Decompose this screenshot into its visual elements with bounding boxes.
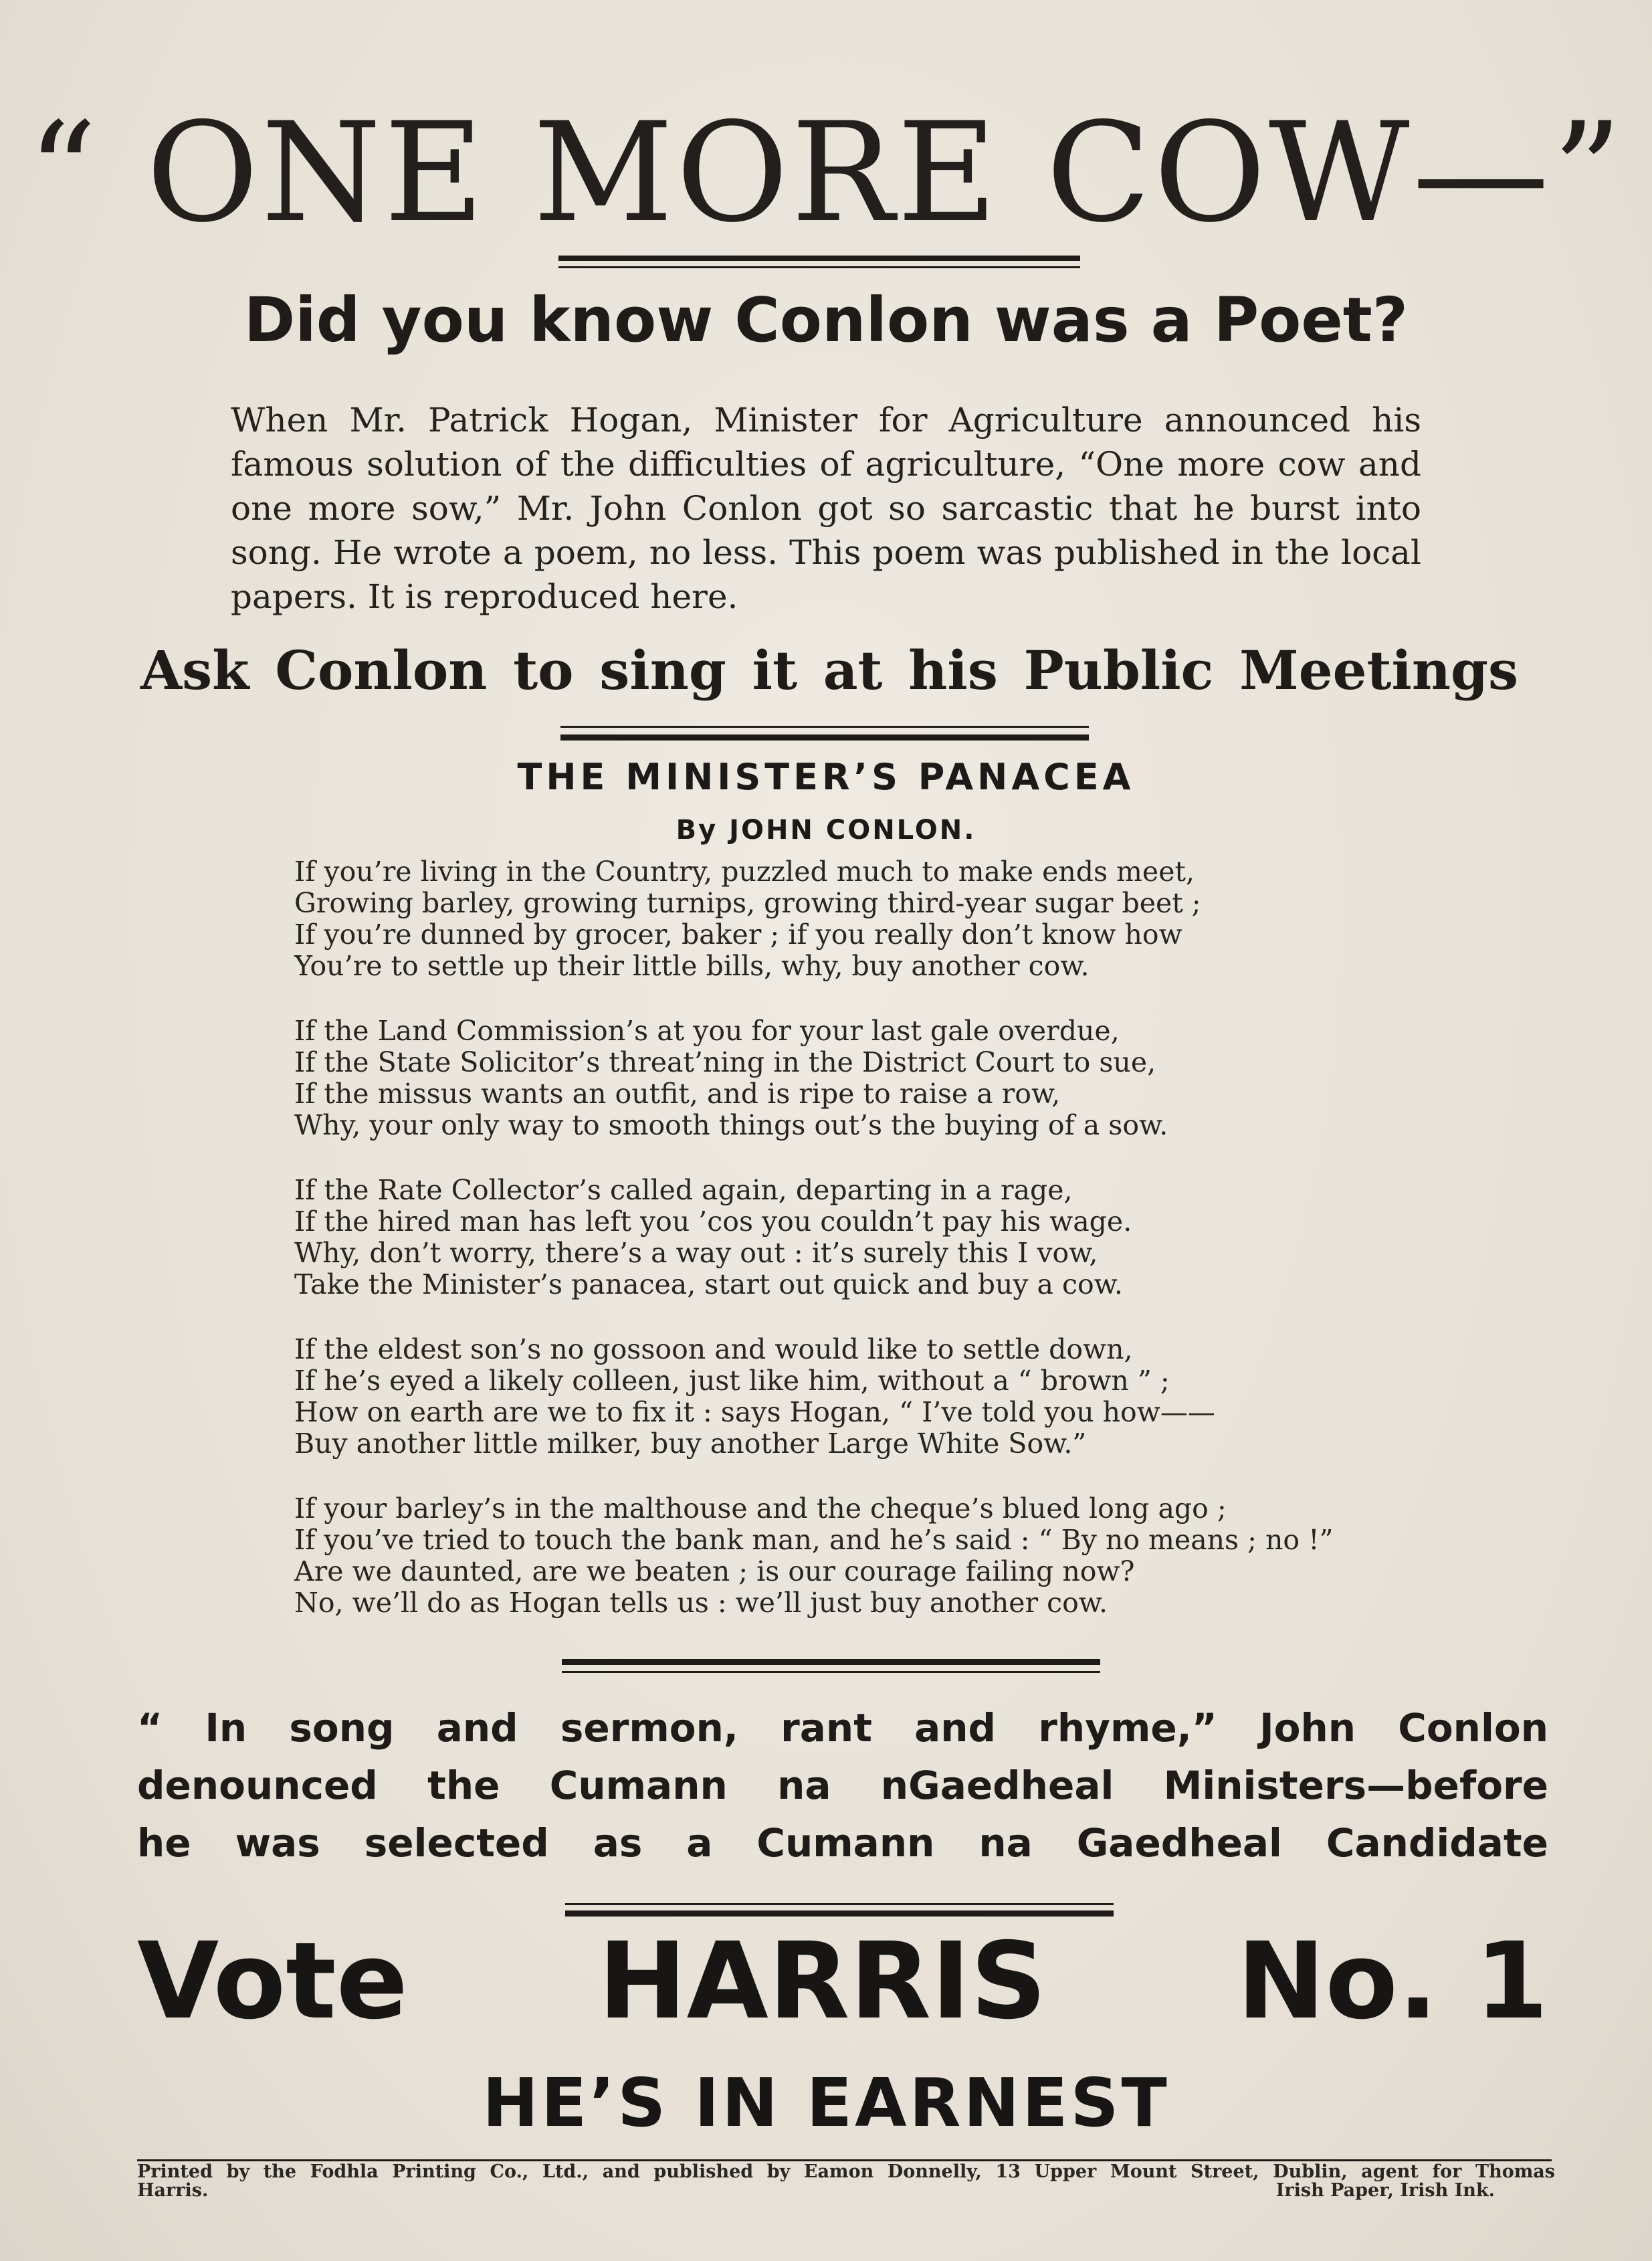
vote-rule-thick: [565, 1910, 1114, 1916]
poem-stanza: [294, 1015, 1364, 1141]
poem-line: Why, your only way to smooth things out’s the buying of a sow.: [294, 1109, 1168, 1141]
poem-line: If you’ve tried to touch the bank man, and he’s said : “ By no means ; no !”: [294, 1524, 1334, 1556]
preference-number: No. 1: [1237, 1920, 1548, 2043]
poem-stanza: [294, 1493, 1364, 1619]
vote-rule-thin: [565, 1903, 1114, 1905]
poem-line: If your barley’s in the malthouse and the cheque’s blued long ago ;: [294, 1492, 1227, 1525]
poem-line: If the State Solicitor’s threat’ning in the District Court to sue,: [294, 1046, 1156, 1078]
statement-line: “ In song and sermon, rant and rhyme,” John Conlon: [137, 1705, 1548, 1751]
poem-line: If the Land Commission’s at you for your last gale overdue,: [294, 1015, 1120, 1047]
poster-title: “ ONE MORE COW—”: [27, 94, 1625, 253]
poem-stanza: [294, 1175, 1364, 1300]
poem-line: How on earth are we to fix it : says Hogan, “ I’ve told you how——: [294, 1396, 1215, 1428]
subheading: Did you know Conlon was a Poet?: [243, 284, 1409, 356]
poem: [294, 856, 1364, 1652]
poem-line: Take the Minister’s panacea, start out quick and buy a cow.: [294, 1268, 1123, 1300]
poem-line: You’re to settle up their little bills, why, buy another cow.: [294, 950, 1090, 982]
section-rule-thin: [560, 726, 1089, 728]
poem-line: If the Rate Collector’s called again, departing in a rage,: [294, 1174, 1073, 1206]
poem-line: Are we daunted, are we beaten ; is our courage failing now?: [294, 1555, 1135, 1587]
candidate-name: HARRIS: [598, 1920, 1047, 2043]
poem-title: THE MINISTER’S PANACEA: [517, 756, 1135, 798]
poem-line: Growing barley, growing turnips, growing third-year sugar beet ;: [294, 887, 1201, 919]
poem-line: If the eldest son’s no gossoon and would like to settle down,: [294, 1333, 1133, 1365]
intro-paragraph: When Mr. Patrick Hogan, Minister for Agriculture announced his famous solution of the difficulties of agriculture, “One more cow and one more sow,” Mr. John Conlon got so sarcastic that he burst into song. He wrote a poem, no less. This poem was published in the local papers. It is reproduced here.: [231, 401, 1421, 616]
ask-line: Ask Conlon to sing it at his Public Meetings: [140, 639, 1518, 702]
vote-word: Vote: [137, 1920, 408, 2043]
poem-line: Buy another little milker, buy another Large White Sow.”: [294, 1428, 1087, 1460]
vote-harris-line: [137, 1920, 1548, 2043]
section-rule-thick: [560, 734, 1089, 741]
song-and-sermon-statement: [137, 1699, 1548, 1872]
poem-line: Why, don’t worry, there’s a way out : it’s surely this I vow,: [294, 1237, 1098, 1269]
statement-line: denounced the Cumann na nGaedheal Ministers—before: [137, 1763, 1548, 1808]
title-rule-thin: [558, 266, 1080, 268]
poem-end-rule-thick: [562, 1659, 1100, 1665]
imprint-left: Harris.: [137, 2180, 209, 2201]
statement-line: he was selected as a Cumann na Gaedheal Candidate: [137, 1820, 1548, 1866]
poem-author: By JOHN CONLON.: [676, 815, 976, 846]
slogan: HE’S IN EARNEST: [482, 2064, 1170, 2142]
poem-line: If you’re dunned by grocer, baker ; if you really don’t know how: [294, 918, 1182, 951]
title-rule-thick: [558, 256, 1080, 261]
imprint-right: Irish Paper, Irish Ink.: [1275, 2180, 1495, 2201]
poem-stanza: [294, 856, 1364, 982]
printer-imprint: [137, 2163, 1555, 2200]
imprint-line-2: [137, 2181, 1555, 2200]
poem-stanza: [294, 1334, 1364, 1460]
poem-line: No, we’ll do as Hogan tells us : we’ll just buy another cow.: [294, 1587, 1108, 1619]
poem-line: If the missus wants an outfit, and is ripe to raise a row,: [294, 1078, 1061, 1110]
poem-line: If the hired man has left you ’cos you couldn’t pay his wage.: [294, 1205, 1132, 1238]
poem-line: If he’s eyed a likely colleen, just like him, without a “ brown ” ;: [294, 1365, 1170, 1397]
poem-end-rule-thin: [562, 1671, 1100, 1673]
imprint-line: Printed by the Fodhla Printing Co., Ltd., and published by Eamon Donnelly, 13 Upper Mount Street, Dublin, agent for Thomas: [137, 2161, 1555, 2182]
poem-line: If you’re living in the Country, puzzled much to make ends meet,: [294, 856, 1195, 888]
